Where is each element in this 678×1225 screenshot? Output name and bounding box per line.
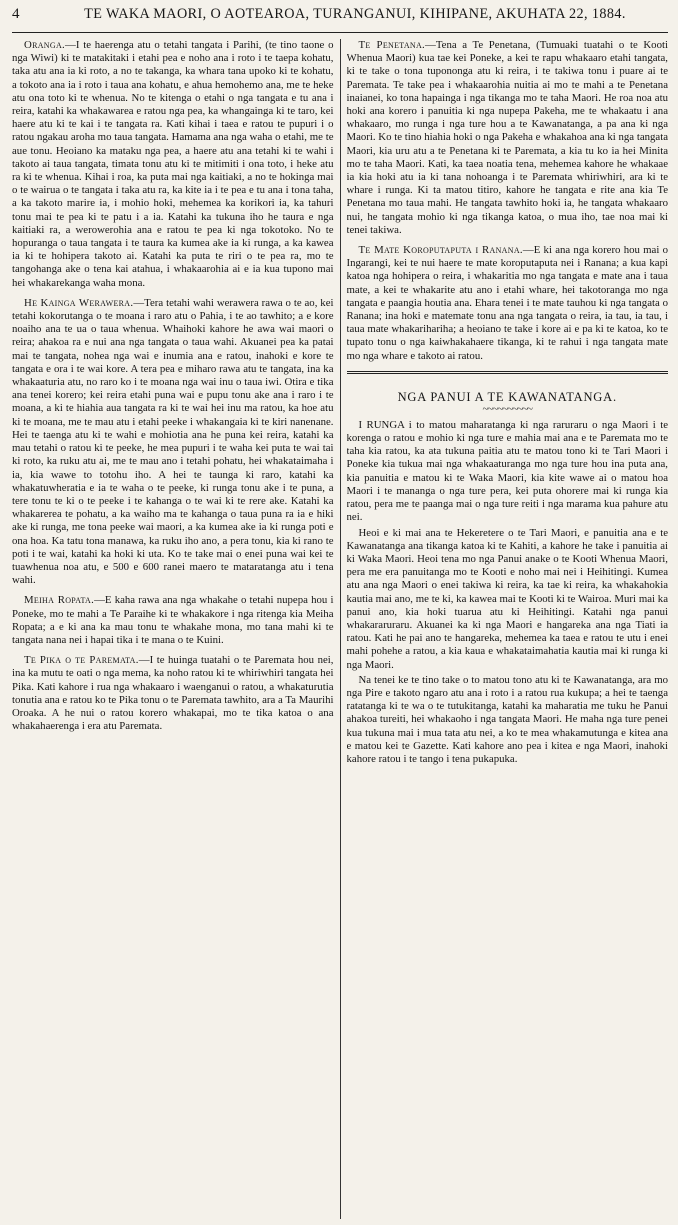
masthead: TE WAKA MAORI, O AOTEAROA, TURANGANUI, KIHIPANE, AKUHATA 22, 1884. — [84, 6, 626, 22]
column-divider — [340, 39, 341, 1219]
article-title: Te Pika o te Paremata. — [24, 654, 139, 667]
article-title: Meiha Ropata. — [24, 594, 95, 607]
section-title: NGA PANUI A TE KAWANATANGA. — [397, 389, 617, 404]
article-body: —I te haerenga atu o tetahi tangata i Parihi, (te tino taone o nga Wiwi) ki te matakitaki i etahi pea e noho ana i roto i te taepa kohatu, taka atu ana ia ki roto, a no te takanga, ka whara tana upoko ki te kohatu, a tokoto ana ia i roto i taua ana kohatu, e ahua hemohemo ana, me te heke atu ona toto ki te whenua. No te kitenga o etahi o nga tangata e tu ana i reira, katahi ka whakawarea e ratou nga pea, ka whangainga ki te taro, kei haere atu ki te kai i te tangata ra. Kati kihai i taea e ratou te pupuri i o ratou ngakau aroha mo taua tangata. Hamama ana nga waha o etahi, me te aue tonu. Heoiano ka mataku nga pea, a haere atu ana tetahi ki te wahi i takoto ai taua tangata, timata tonu atu ki te mitimiti i ona toto, i heke atu ra ki te whenua. Kihai i roa, ka puta mai nga kaitiaki, a no te hokinga mai o te wairua o te tangata i taka atu ra, ka kite ia i te pea e tu ana i tona taha, a ka takoto marire ia, i mohio hoki, mehemea ka korikori ia, ka tahuri tonu mai te pea ki te patu i a ia. Katahi ka tukuna iho he taura e nga kaitiaki ra, a werowerohia ana e ratou te pea ki nga tokotoko. No te hopuranga o taua tangata i te taura ka kumea ake ia ki runga, a ka kawea ia ki te hohipera takoto ai. Katahi ka puta te riri o te pea ra, mo te tangohanga ake o tena kai atahua, i whakaarohia ai e ia kua tupono mai hei whakarekanga waha mona. — [12, 39, 334, 289]
article-body: —E ki ana nga korero hou mai o Ingarangi, kei te nui haere te mate koroputaputa nei i Ranana; a kua kapi katoa nga hohipera o reira, i whakaritia mo nga tangata e mate ana i taua mate, a kei te whakarite atu ano i etahi whare, hei takotoranga mo nga tangata e paangia houtia ana. Ehara tenei i te mate tauhou ki nga tangata o Ranana; ina hoki e matemate tonu ana nga tangata o reira, ia tau, ia tau, i taua mate whakarihariha; a heoiano te take i kore ai e pa ki te katoa, ko te tupato tonu o nga kaiwhakahaere tikanga, ki te rahui i nga tangata mate mo nga whare e takoto ai ratou. — [346, 244, 668, 362]
page-number: 4 — [12, 6, 20, 22]
section-body — [347, 419, 669, 766]
article-penetana — [347, 39, 669, 237]
left-column — [12, 39, 334, 1219]
section-paragraph: I RUNGA i to matou maharatanga ki nga raruraru o nga Maori i te korenga o ratou e mohio ki nga ture e mahia mai ana e te Paremata mo te taha kia ratou, ka ata tukuna paitia atu te matou tono ki te Tari Maori i Poneke kia tukua mai nga whakaaturanga mo nga ture hou ina puta ana, kia panuitia e matou ki te Waka Maori, kia kite wawe ai o matou hoa Maori i te mananga o nga ture pera, kei puta ohorere mai ki runga kia ratou, pera me te paanga mai o nga ture reiti i nga marama kua pahure atu nei. — [346, 418, 668, 524]
article-kainga-werawera — [12, 297, 334, 587]
article-title: Te Penetana. — [358, 39, 426, 51]
article-title: He Kainga Werawera. — [24, 296, 134, 309]
article-mate-koroputaputa — [347, 244, 669, 363]
section-divider — [347, 371, 669, 374]
section-header — [347, 390, 669, 415]
section-paragraph: Heoi e ki mai ana te Hekeretere o te Tari Maori, e panuitia ana e te Kawanatanga ana tikanga katoa ki te Kahiti, a kahore he take i panuitia ai ki Waka Maori. Heoi tena mo nga Panui anake o te Kooti Whenua Maori, pera me era panuitanga mo te Kooti e noho mai nei i Heihitingi. Kumea atu ana nga Maori o enei takiwa ki reira, ka tae ki reira, ka whakahokia kautia mai ano, me te ki, ka kawea mai te Kooti ki te Wairoa. Muri mai ka panui ano, kia hoki tuarua atu ki Heihitingi. Katahi nga panui whakararuraru. Akuanei ka ki nga Maori e hangareka ana nga Tiati ia ratou. Kati he pai ano te hangareka, mehemea ka taea e ratou te utu i enei mahi pohehe a ratou, a kia kaua e whakataimahatia kautia mai ki runga ki nga Maori. — [346, 526, 668, 671]
article-body: —Tena a Te Penetana, (Tumuaki tuatahi o te Kooti Whenua Maori) kua tae kei Poneke, a kei te rapu whakaaro etahi tangata, ki te take o tona tupononga atu ki reira, i te takiwa tonu i puare ai te Paremata. Te take pea i whakaarohia nuitia ai mo te mahi a te Penetana inaianei, ko tona hapainga i nga tikanga mo te taha Maori. He roa noa atu hoki ana korero i panuitia ki nga nupepa Pakeha, me te whakaatu i ana whakaaro, mo runga i nga ture hou a te Kawanatanga, a pa ana ki nga Maori. Ko te tino hiahia hoki o nga Pakeha e whakahoa ana ki nga tangata Maori, kia uru atu a te Penetana ki te Paremata, a kia tu ko ia hei Minita mo te taha Maori. Kati, ka taea noatia tena, mehemea kahore he whakaae ia kia hoki atu ia ki tana nohoanga i te Paremata whiriwhiri, ara ki te whare i runga. Ki ta matou titiro, kahore he tangata e rite ana kia Te Penetana mo taua mahi. He tangata tawhito hoki ia, he tangata whakaaro nui, he tangata mohio ki nga tikanga katoa, o mua iho, tae noa mai ki tenei takiwa. — [346, 39, 668, 236]
article-body: —I te huinga tuatahi o te Paremata hou nei, ina ka mutu te oati o nga mema, ka noho ratou ki te whiriwhiri tangata hei Pika. Kati kahore i rua nga whakaaro i waenganui o ratou, a whakaturutia tonutia ana e ratou ko te Pika tonu o te Paremata tawhito, ara a Ta Maurihi Oroaka. A he nui o ratou korero whakapai, mo te tika katoa o ana whakahaerenga i era atu Paremata. — [12, 654, 334, 733]
article-body: —E kaha rawa ana nga whakahe o tetahi nupepa hou i Poneke, mo te mahi a Te Paraihe ki te whakakore i nga ritenga kia Meiha Ropata; a e ki ana ka mau tonu te whakahe mona, mo tana mahi ki te tangata nana nei i hapai tika i te mana o te Kuini. — [12, 594, 334, 646]
article-body: —Tera tetahi wahi werawera rawa o te ao, kei tetahi kokorutanga o te moana i raro atu o Pahia, i te ao tawhito; a e kore noaiho ana te ua o taua whenua. Whaihoki kahore he awa wai maori o reira; ahakoa ra e nui ana nga tangata o taua wahi. Akuanei pea ka patai mai te tangata, nohea nga wai e inumia ana e ratou, inahoki e kore te tangata e ora i te wai kore. A tera pea e miharo rawa atu te tangata, ina ka whakaaturia atu, no raro ko i te moana nga wai inu o taua iwi. Otira e tika ana tenei korero; kei reira etahi puna wai e pupu tonu ake ana i raro i te moana, a ki te hiahia aua tangata ra ki te wai hei inu ma ratou, ka hoe atu ki te moana, me te mau atu i etahi peeke i whakangaia ki te kiri nanenane. Hei te taenga atu ki te wahi e mohiotia ana he puna kei reira, katahi ka mau tetahi o ratou ki te peeke, he mea pupuri i te waha kei puta te wai tai ki roto, ka ruku atu ai, me te mau ano i tetahi pohatu, hei whakataimaha i ia, kia wawe to totohu iho. A hei te taunga ki raro, katahi ka whakatuwheratia e ia te waha o te peeke, ki runga tonu ake i te puna, a tere tonu te ki o te peeke i te kahanga o te wai ki te rere ake. Katahi ka whakarerea te pohatu, a ka waiho ma te kahanga o taua puna ra ia e hiki ake ki runga, me tona peeke wai maori, a ka kumea ake ia ki runga poti e ona hoa. Ka tatu tona manawa, ka ruku iho ano, a pera tonu, kia ki rano te poti i te wai, katahi ka hoki ki uta. Ko te take mai o enei puna wai kei te tuawhenua noa atu, e 500 e 600 ranei maero te mataratanga atu i tena wahi. — [12, 296, 334, 587]
page-header — [12, 6, 668, 33]
article-oranga — [12, 39, 334, 290]
article-pika-paremata — [12, 654, 334, 733]
article-title: Te Mate Koroputaputa i Ranana. — [358, 244, 523, 257]
section-paragraph: Na tenei ke te tino take o to matou tono atu ki te Kawanatanga, ara mo nga Pire e takoto ngaro atu ana i roto i a ratou rua kukupa; a hei te taenga ratatanga ki te wa o te tutukitanga, katahi ka maharatia me tuku he Panui ahakoa tureiti, hei whakaoho i nga tangata Maori. He maha nga ture penei kua tukuna mai i mua tata atu nei, a ko te mea whakamutunga e kitea ana e matou kei te Gazette. Kati kahore ano pea i kitea e nga Maori, inahoki kahore ratou i te tango i tena pukapuka. — [346, 673, 668, 765]
section-ornament: ~~~~~~~~~~ — [482, 402, 532, 415]
columns — [12, 39, 668, 1219]
article-meiha-ropata — [12, 594, 334, 647]
right-column — [347, 39, 669, 1219]
article-title: Oranga. — [24, 39, 66, 51]
